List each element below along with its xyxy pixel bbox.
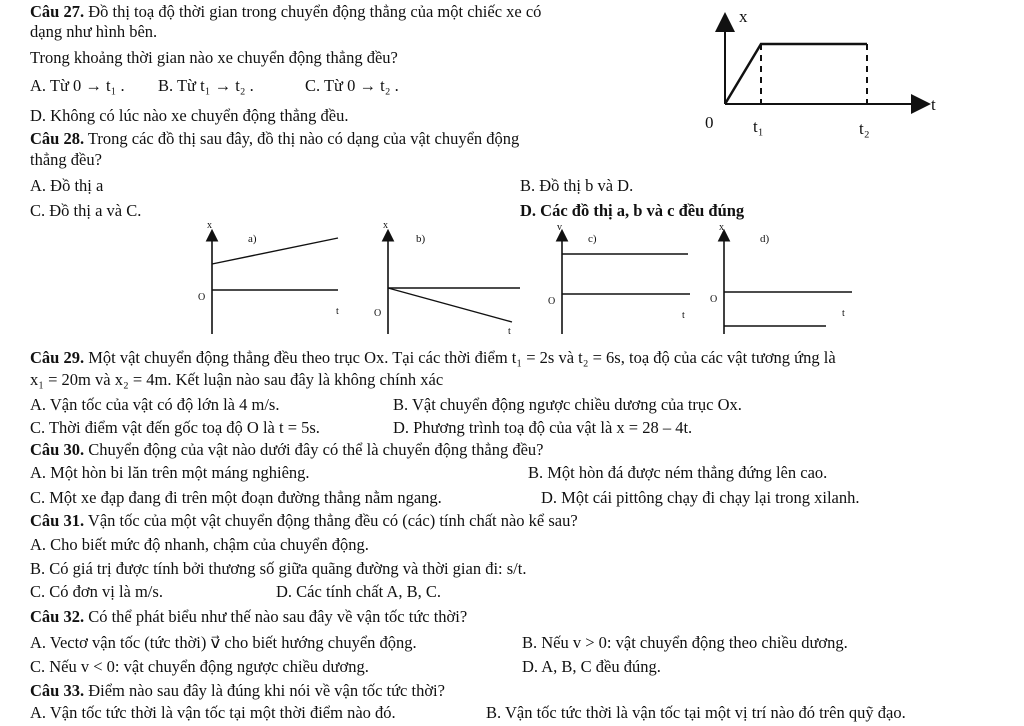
q30-option-d: D. Một cái pittông chạy đi chạy lại trong xilanh. (541, 488, 860, 507)
q28-title: Câu 28. (30, 129, 85, 148)
q28-text1: Trong các đồ thị sau đây, đồ thị nào có dạng của vật chuyển động (87, 129, 520, 148)
q29-title: Câu 29. (30, 348, 85, 367)
q28-graph-c (548, 222, 690, 334)
q28-graph-c-o: O (548, 296, 556, 307)
q27-t-label: t (931, 95, 936, 114)
q28-graph-d-y: x (719, 222, 724, 233)
q27-question: Trong khoảng thời gian nào xe chuyển động thẳng đều? (30, 48, 398, 67)
q32-option-d: D. A, B, C đều đúng. (522, 657, 661, 676)
q32-option-b: B. Nếu v > 0: vật chuyển động theo chiều dương. (522, 633, 848, 652)
q28-graph-a-o: O (198, 292, 206, 303)
q28-graph-b-y: x (383, 222, 388, 231)
q31-option-b: B. Có giá trị được tính bởi thương số giữa quãng đường và thời gian đi: s/t. (30, 559, 527, 578)
q27-t1-label: t₁ (753, 117, 764, 136)
q29-option-b: B. Vật chuyển động ngược chiều dương của trục Ox. (393, 395, 742, 414)
q29-line1 (30, 348, 836, 368)
q27-option-d: D. Không có lúc nào xe chuyển động thẳng đều. (30, 106, 349, 125)
q27-graph-line (725, 44, 867, 104)
q32-line (30, 607, 467, 627)
q28-option-c: C. Đồ thị a và C. (30, 201, 142, 220)
q28-graph-a-label: a) (248, 233, 257, 245)
q28-graph-b-t: t (508, 326, 511, 337)
q28-graphs (190, 222, 870, 340)
q28-graph-a-y: x (207, 222, 212, 231)
q31-option-d: D. Các tính chất A, B, C. (276, 582, 441, 601)
q28-graph-a (198, 222, 339, 334)
q28-graph-c-y: v (557, 222, 562, 233)
q33-option-a: A. Vận tốc tức thời là vận tốc tại một thời điểm nào đó. (30, 703, 396, 722)
q27-t2-label: t₂ (859, 119, 870, 138)
q28-option-d-text: D. Các đồ thị a, b và c đều đúng (520, 201, 745, 220)
q28-graph-d-t: t (842, 308, 845, 319)
q28-graph-b-label: b) (416, 233, 426, 245)
q27-origin-label: 0 (705, 113, 714, 132)
q31-text: Vận tốc của một vật chuyển động thẳng đều có (các) tính chất nào kể sau? (87, 511, 578, 530)
q28-graph-b-line (388, 288, 512, 322)
q27-line1 (30, 2, 541, 22)
q28-graph-b (374, 222, 520, 337)
q33-title: Câu 33. (30, 681, 85, 700)
q28-option-d (520, 201, 744, 221)
q32-text: Có thể phát biểu như thế nào sau đây về vận tốc tức thời? (88, 607, 468, 626)
q32-title: Câu 32. (30, 607, 85, 626)
q28-graph-a-line (212, 238, 338, 264)
q30-title: Câu 30. (30, 440, 85, 459)
q28-option-a: A. Đồ thị a (30, 176, 104, 195)
q30-option-a: A. Một hòn bi lăn trên một máng nghiêng. (30, 463, 310, 482)
q29-option-d: D. Phương trình toạ độ của vật là x = 28 – 4t. (393, 418, 693, 437)
q27-option-b: B. Từ t₁ → t₂ . (158, 76, 254, 95)
q33-line (30, 681, 445, 701)
q30-text: Chuyển động của vật nào dưới đây có thể là chuyển động thẳng đều? (88, 440, 544, 459)
q28-graph-b-o: O (374, 308, 382, 319)
q28-text2: thẳng đều? (30, 150, 102, 169)
q31-title: Câu 31. (30, 511, 85, 530)
q31-line (30, 511, 578, 531)
q28-line1 (30, 129, 519, 149)
q28-graph-c-t: t (682, 310, 685, 321)
q29-text1: Một vật chuyển động thẳng đều theo trục Ox. Tại các thời điểm t₁ = 2s và t₂ = 6s, toạ độ của các vật tương ứng là (88, 348, 836, 367)
q33-option-b: B. Vận tốc tức thời là vận tốc tại một vị trí nào đó trên quỹ đạo. (486, 703, 906, 722)
q30-option-b: B. Một hòn đá được ném thẳng đứng lên cao. (528, 463, 828, 482)
q28-graph-d-label: d) (760, 233, 770, 245)
q27-text2: dạng như hình bên. (30, 22, 158, 41)
q30-option-c: C. Một xe đạp đang đi trên một đoạn đường thẳng nằm ngang. (30, 488, 442, 507)
q28-graph-d-o: O (710, 294, 718, 305)
q29-option-c: C. Thời điểm vật đến gốc toạ độ O là t = 5s. (30, 418, 320, 437)
q27-option-c: C. Từ 0 → t₂ . (305, 76, 399, 95)
q28-option-b: B. Đồ thị b và D. (520, 176, 634, 195)
q30-line (30, 440, 543, 460)
q33-text: Điểm nào sau đây là đúng khi nói về vận tốc tức thời? (88, 681, 445, 700)
q27-position-time-graph (695, 0, 955, 150)
q32-option-c: C. Nếu v < 0: vật chuyển động ngược chiều dương. (30, 657, 369, 676)
q29-option-a: A. Vận tốc của vật có độ lớn là 4 m/s. (30, 395, 280, 414)
q27-title: Câu 27. (30, 2, 85, 21)
q27-option-a: A. Từ 0 → t₁ . (30, 76, 125, 95)
q32-option-a: A. Vectơ vận tốc (tức thời) v⃗ cho biết hướng chuyển động. (30, 633, 417, 652)
q27-x-label: x (739, 7, 748, 26)
q27-text1: Đồ thị toạ độ thời gian trong chuyển động thẳng của một chiếc xe có (88, 2, 542, 21)
q31-option-c: C. Có đơn vị là m/s. (30, 582, 163, 601)
q31-option-a: A. Cho biết mức độ nhanh, chậm của chuyển động. (30, 535, 369, 554)
q28-graph-c-label: c) (588, 233, 597, 245)
q28-graph-a-t: t (336, 306, 339, 317)
q28-graph-d (710, 222, 852, 334)
q29-text2: x₁ = 20m và x₂ = 4m. Kết luận nào sau đây là không chính xác (30, 370, 444, 389)
